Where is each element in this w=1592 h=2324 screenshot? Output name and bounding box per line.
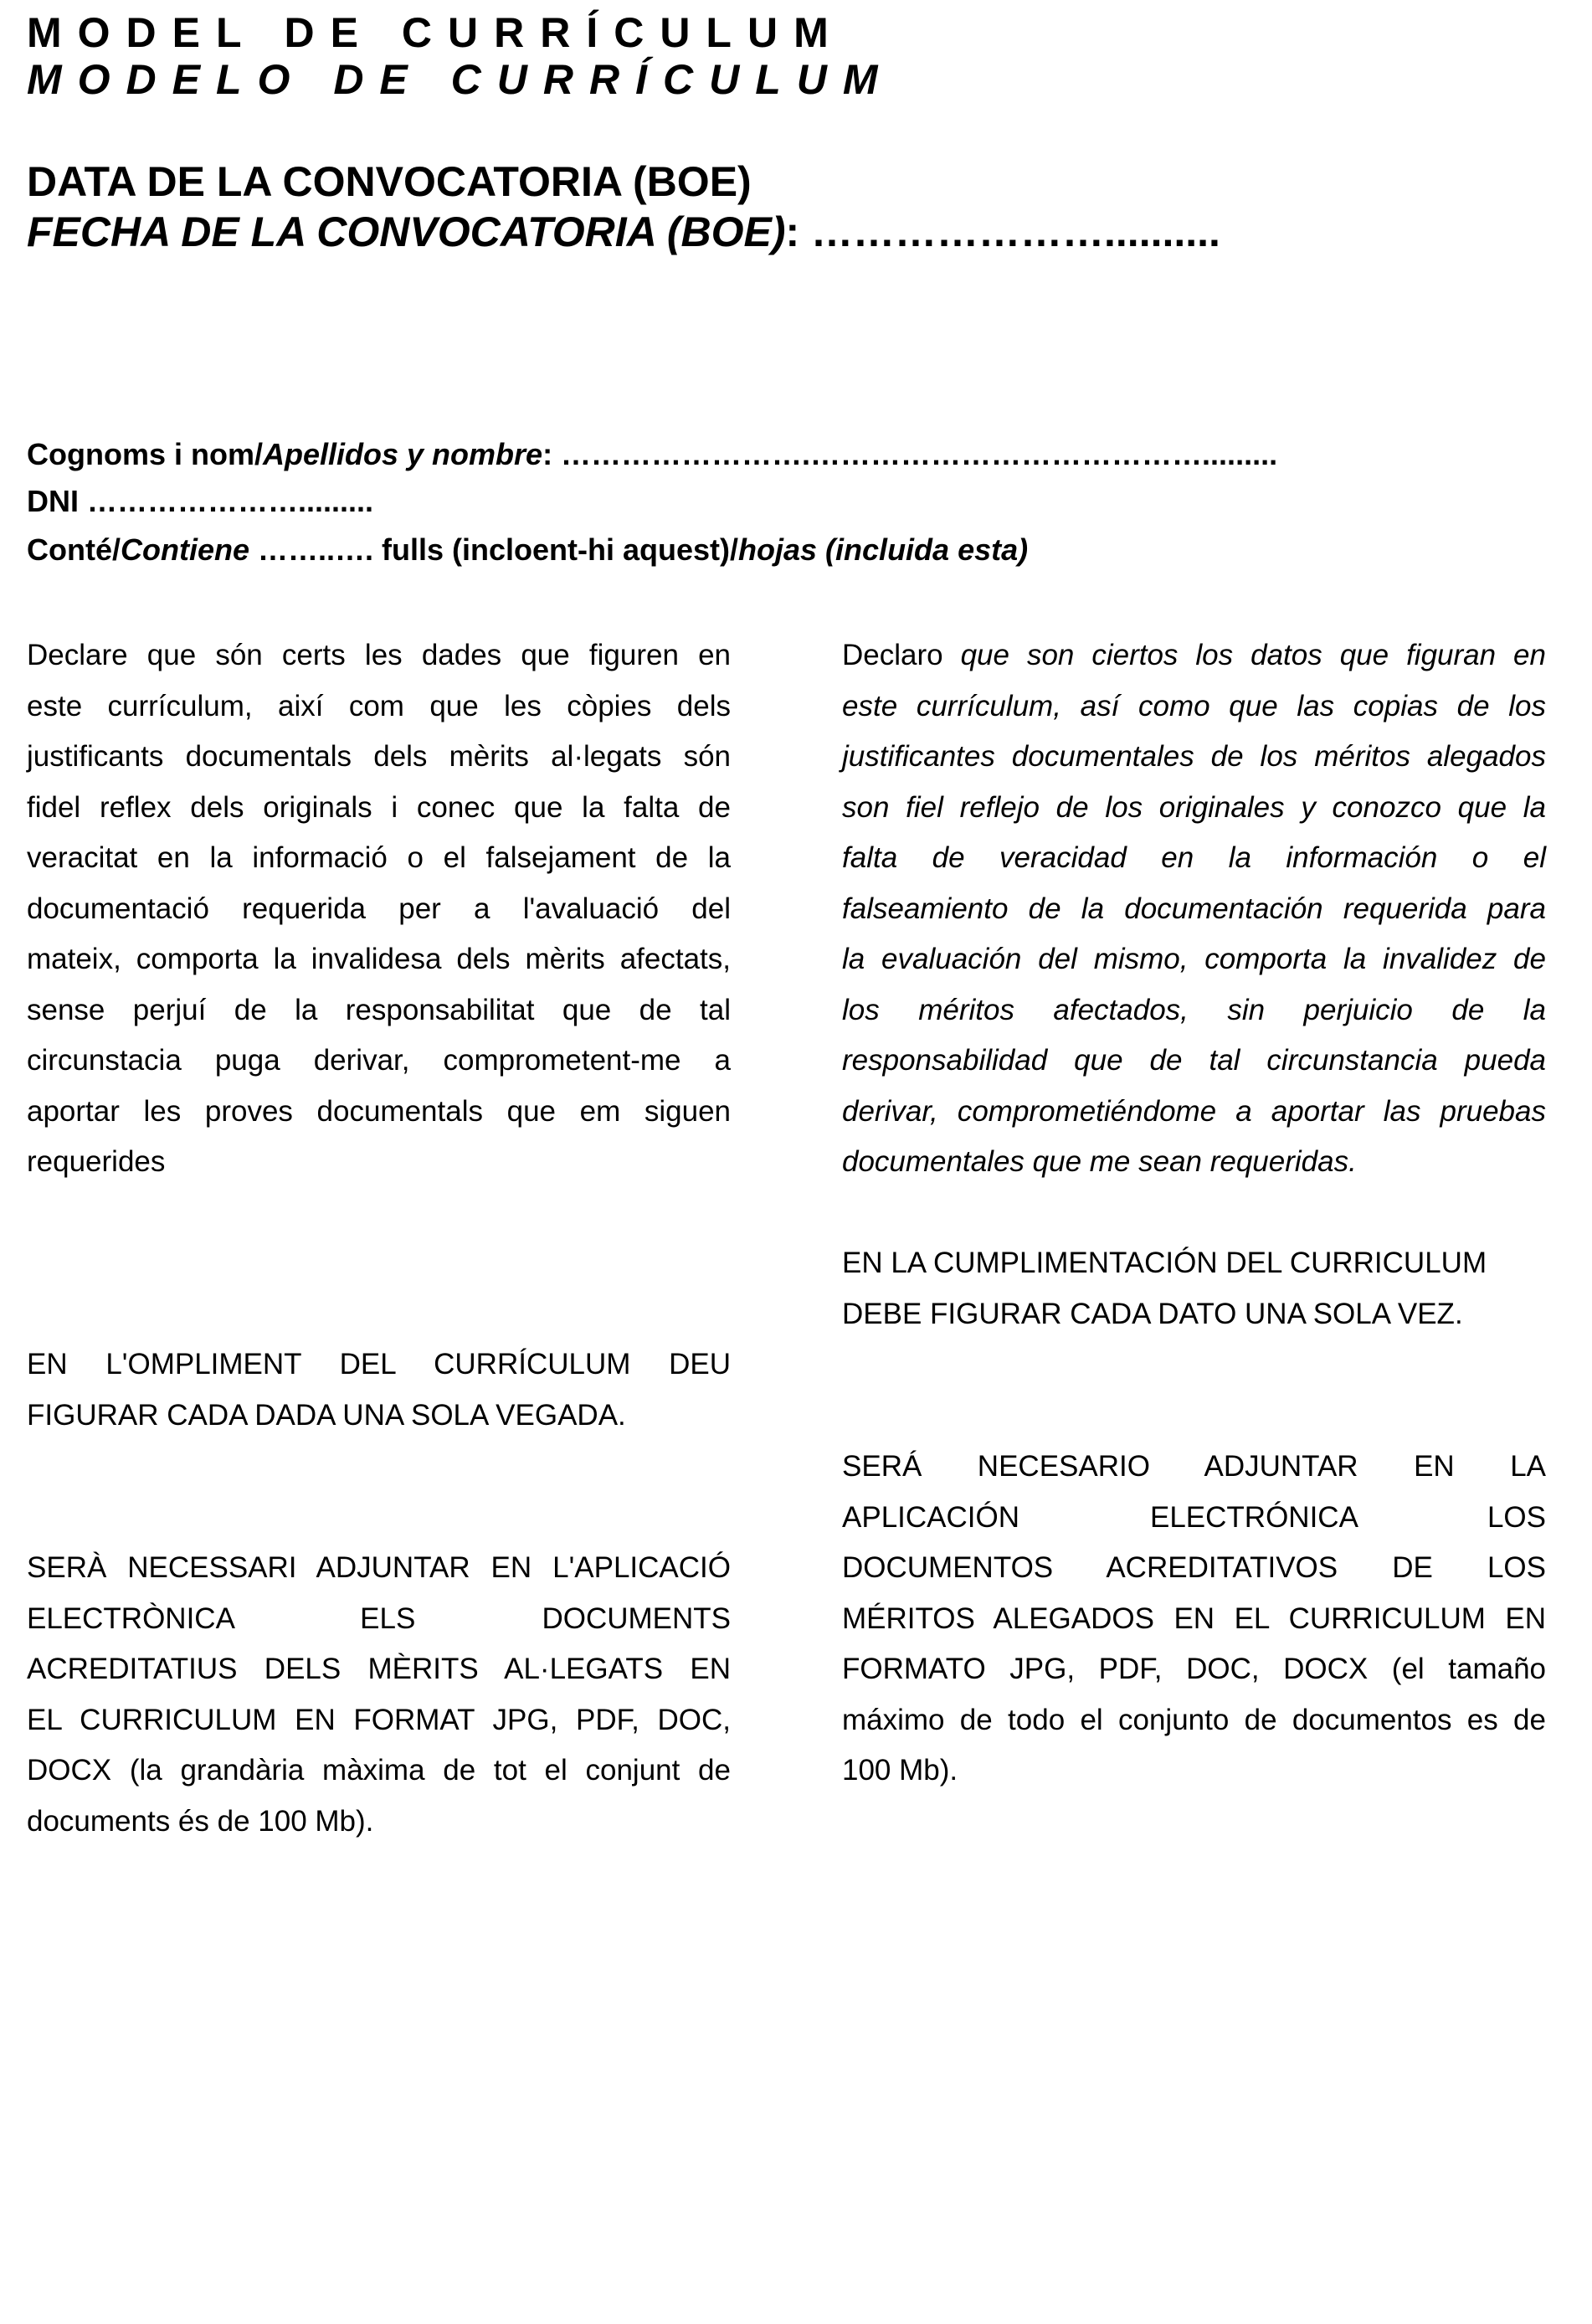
sheets-count-field [27,527,1028,573]
dni-label: DNI [27,484,87,518]
once-notice-catalan-line: FIGURAR CADA DADA UNA SOLA VEGADA. [27,1398,626,1432]
declaration-catalan-line: Declare que són certs les dades que figuren en [27,639,731,671]
attachments-notice-spanish-line: FORMATO JPG, PDF, DOC, DOCX (el tamaño [842,1653,1546,1685]
declaration-catalan-line: aportar les proves documentals que em siguen [27,1094,731,1128]
attachments-notice-spanish-line: DOCUMENTOS ACREDITATIVOS DE LOS [842,1551,1546,1584]
declaration-catalan-line: veracitat en la informació o el falsejament de la [27,841,731,874]
sheets-label-spanish: Contiene [121,532,250,567]
convocatoria-heading-catalan: DATA DE LA CONVOCATORIA (BOE) [27,158,752,205]
title-catalan: MODEL DE CURRÍCULUM [27,9,845,56]
attachments-notice-catalan-line: SERÀ NECESSARI ADJUNTAR EN L'APLICACIÓ [27,1551,731,1584]
attachments-notice-spanish [842,1442,1546,1797]
declaration-spanish-line [842,630,1546,681]
attachments-notice-catalan-line: ACREDITATIUS DELS MÈRITS AL·LEGATS EN [27,1653,731,1685]
declaration-spanish-line: justificantes documentales de los méritos alegados [842,740,1546,773]
name-label-catalan: Cognoms i nom/ [27,437,263,471]
attachments-notice-spanish-line: MÉRITOS ALEGADOS EN EL CURRICULUM EN [842,1602,1546,1635]
convocatoria-date-fill: : ………………….......... [785,208,1220,255]
declaration-spanish-line-rest: que son ciertos los datos que figuran en [942,639,1546,671]
declaration-spanish-line: este currículum, así como que las copias de los [842,689,1546,722]
attachments-notice-catalan-line: documents és de 100 Mb). [27,1804,374,1838]
declaration-catalan-line: sense perjuí de la responsabilitat que de tal [27,993,731,1026]
declaration-spanish-line: derivar, comprometiéndome a aportar las pruebas [842,1094,1546,1128]
name-field [27,432,1277,477]
attachments-notice-spanish-line: máximo de todo el conjunto de documentos es de [842,1703,1546,1736]
attachments-notice-spanish-line: APLICACIÓN ELECTRÓNICA LOS [842,1500,1546,1534]
declaration-catalan-line: este currículum, així com que les còpies dels [27,689,731,722]
declaration-spanish-line: son fiel reflejo de los originales y conozco que la [842,790,1546,824]
convocatoria-label-spanish: FECHA DE LA CONVOCATORIA (BOE) [27,208,786,255]
sheets-fill: ……..…. fulls (incloent-hi aquest)/ [249,532,739,567]
once-notice-catalan [27,1339,731,1441]
name-label-spanish: Apellidos y nombre [263,437,543,471]
attachments-notice-catalan-line: EL CURRICULUM EN FORMAT JPG, PDF, DOC, [27,1703,731,1736]
attachments-notice-spanish-line: SERÁ NECESARIO ADJUNTAR EN LA [842,1450,1546,1483]
declaration-spanish-line: falta de veracidad en la información o el [842,841,1546,874]
name-fill: : …………………….…………………………………......... [542,437,1278,471]
declaration-spanish [842,630,1546,1188]
declaration-spanish-line: documentales que me sean requeridas. [842,1145,1357,1178]
sheets-label-catalan: Conté/ [27,532,121,567]
once-notice-spanish [842,1238,1546,1339]
declaration-catalan [27,630,731,1188]
attachments-notice-catalan-line: ELECTRÒNICA ELS DOCUMENTS [27,1602,731,1635]
declaration-catalan-line: circunstacia puga derivar, comprometent-me a [27,1044,731,1077]
attachments-notice-catalan [27,1543,731,1847]
sheets-tail-spanish: hojas (incluida esta) [738,532,1029,567]
once-notice-catalan-line: EN L'OMPLIMENT DEL CURRÍCULUM DEU [27,1348,731,1381]
declaration-spanish-line: los méritos afectados, sin perjuicio de la [842,993,1546,1026]
attachments-notice-catalan-line: DOCX (la grandària màxima de tot el conjunt de [27,1754,731,1787]
declaration-catalan-line: requerides [27,1145,166,1178]
attachments-notice-spanish-line: 100 Mb). [842,1754,958,1787]
declaration-spanish-line: falseamiento de la documentación requerida para [842,892,1546,925]
declaration-catalan-line: documentació requerida per a l'avaluació del [27,892,731,925]
dni-field [27,479,373,524]
declaration-catalan-line: mateix, comporta la invalidesa dels mèrits afectats, [27,943,731,975]
once-notice-spanish-line: DEBE FIGURAR CADA DATO UNA SOLA VEZ. [842,1297,1463,1330]
title-spanish: MODELO DE CURRÍCULUM [27,56,894,103]
declaration-spanish-line: la evaluación del mismo, comporta la invalidez de [842,943,1546,975]
dni-fill: …………………......... [87,484,374,518]
once-notice-spanish-line: EN LA CUMPLIMENTACIÓN DEL CURRICULUM [842,1247,1487,1279]
declaration-spanish-line: responsabilidad que de tal circunstancia pueda [842,1044,1546,1077]
declaration-catalan-line: fidel reflex dels originals i conec que la falta de [27,790,731,824]
declaration-spanish-first-word: Declaro [842,639,943,671]
convocatoria-heading-spanish [27,206,1220,258]
declaration-catalan-line: justificants documentals dels mèrits al·legats són [27,740,731,773]
